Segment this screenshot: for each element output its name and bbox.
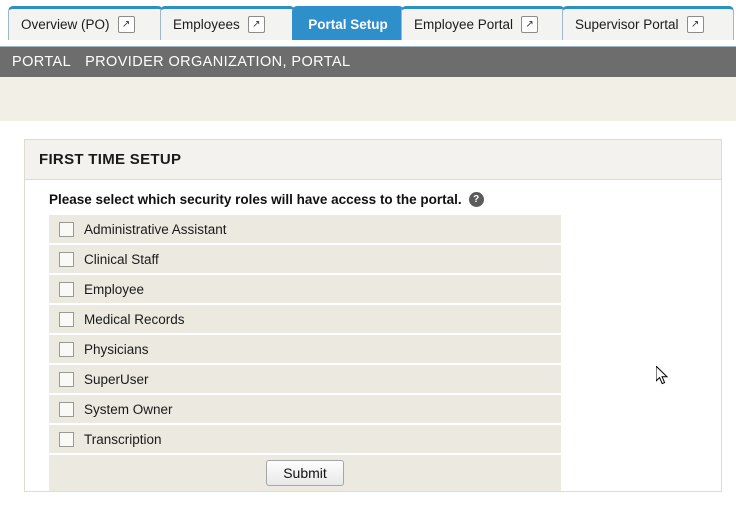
first-time-setup-panel [24, 139, 722, 492]
tab-label: Portal Setup [308, 16, 388, 32]
breadcrumb-section: PORTAL [12, 54, 72, 70]
checkbox-system-owner[interactable] [59, 402, 74, 417]
tab-label: Supervisor Portal [575, 16, 679, 32]
tab-label: Overview (PO) [21, 16, 110, 32]
list-item-label: Administrative Assistant [84, 221, 227, 237]
tab-portal-setup[interactable] [292, 6, 404, 40]
list-item-label: System Owner [84, 401, 173, 417]
tab-employees[interactable] [160, 6, 295, 40]
breadcrumb [0, 46, 736, 77]
external-link-icon[interactable]: ↗ [687, 16, 704, 33]
checkbox-administrative-assistant[interactable] [59, 222, 74, 237]
list-item-label: Medical Records [84, 311, 185, 327]
main-content [0, 139, 736, 514]
list-item-label: Transcription [84, 431, 162, 447]
list-item[interactable] [49, 425, 561, 455]
list-item[interactable] [49, 335, 561, 365]
tab-bar [0, 0, 736, 46]
list-item[interactable] [49, 275, 561, 305]
prompt-row [25, 190, 721, 215]
page-background [0, 77, 736, 121]
tab-overview-po[interactable] [8, 6, 163, 40]
checkbox-employee[interactable] [59, 282, 74, 297]
tab-label: Employee Portal [414, 16, 514, 32]
submit-row [49, 455, 561, 491]
tab-label: Employees [173, 16, 240, 32]
checkbox-superuser[interactable] [59, 372, 74, 387]
list-item[interactable] [49, 305, 561, 335]
tab-supervisor-portal[interactable] [562, 6, 734, 40]
list-item[interactable] [49, 215, 561, 245]
tab-employee-portal[interactable] [401, 6, 565, 40]
list-item[interactable] [49, 395, 561, 425]
security-roles-list [49, 215, 561, 455]
list-item-label: SuperUser [84, 371, 149, 387]
external-link-icon[interactable]: ↗ [248, 16, 265, 33]
list-item-label: Clinical Staff [84, 251, 159, 267]
external-link-icon[interactable]: ↗ [521, 16, 538, 33]
list-item-label: Employee [84, 281, 145, 297]
checkbox-physicians[interactable] [59, 342, 74, 357]
checkbox-medical-records[interactable] [59, 312, 74, 327]
submit-button[interactable]: Submit [266, 460, 344, 486]
list-item[interactable] [49, 245, 561, 275]
panel-body [25, 180, 721, 491]
checkbox-transcription[interactable] [59, 432, 74, 447]
external-link-icon[interactable]: ↗ [118, 16, 135, 33]
prompt-text: Please select which security roles will have access to the portal. [49, 192, 462, 207]
checkbox-clinical-staff[interactable] [59, 252, 74, 267]
question-mark-icon[interactable]: ? [469, 192, 484, 207]
list-item[interactable] [49, 365, 561, 395]
list-item-label: Physicians [84, 341, 149, 357]
breadcrumb-path: PROVIDER ORGANIZATION, PORTAL [85, 54, 351, 70]
page-title: FIRST TIME SETUP [25, 140, 721, 180]
